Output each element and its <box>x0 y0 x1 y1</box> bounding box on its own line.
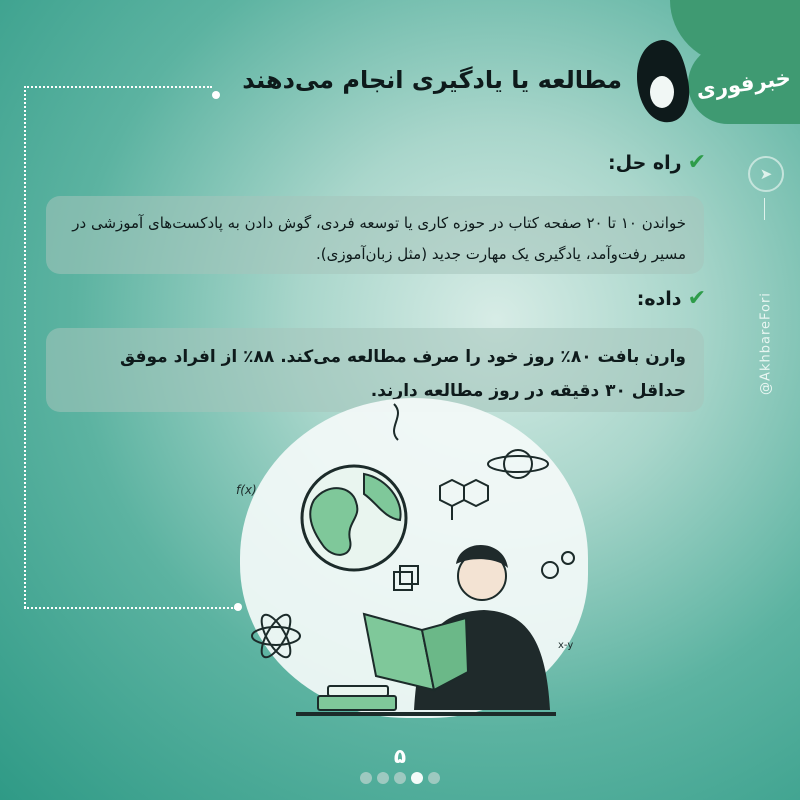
person-reading <box>296 545 556 716</box>
telegram-icon[interactable]: ➤ <box>748 156 784 192</box>
atom-icon <box>252 611 300 662</box>
page-title: مطالعه یا یادگیری انجام می‌دهند <box>242 66 622 94</box>
book-icon <box>364 614 434 690</box>
solution-text: خواندن ۱۰ تا ۲۰ صفحه کتاب در حوزه کاری یا توسعه فردی، گوش دادن به پادکست‌های آموزشی در مسیر رفت‌وآمد، یادگیری یک مهارت جدید (مثل زبان‌آموزی). <box>72 214 686 263</box>
solution-label: راه حل: <box>608 151 682 174</box>
cube-icon <box>394 566 418 590</box>
pagination-dot[interactable] <box>394 772 406 784</box>
pagination-dot[interactable] <box>411 772 423 784</box>
brand-badge <box>688 44 800 124</box>
dna-icon <box>394 404 398 440</box>
title-bullet <box>212 91 220 99</box>
planet-icon <box>488 450 548 478</box>
brand-name: خبرفوری <box>695 65 793 103</box>
brand-handle: @AkhbareFori <box>758 292 774 395</box>
pagination-dot[interactable] <box>428 772 440 784</box>
header-number: ۵ <box>662 75 664 77</box>
data-heading <box>637 286 706 311</box>
social-sidebar <box>748 156 784 395</box>
pagination-dots[interactable] <box>0 772 800 784</box>
formula-label: f(x) <box>236 483 257 497</box>
molecule-icon <box>440 480 488 520</box>
sidebar-divider <box>764 198 765 220</box>
number-badge <box>630 36 694 128</box>
gear-icon <box>542 552 574 578</box>
check-icon: ✔ <box>687 150 706 175</box>
data-label: داده: <box>636 287 682 310</box>
dotted-connector-side <box>24 86 26 608</box>
data-text: وارن بافت ۸۰٪ روز خود را صرف مطالعه می‌کند. ۸۸٪ از افراد موفق حداقل ۳۰ دقیقه در روز مطالعه دارند. <box>120 347 686 401</box>
page-number: ۵ <box>393 744 407 768</box>
check-icon: ✔ <box>687 286 706 311</box>
pagination-dot[interactable] <box>360 772 372 784</box>
pagination-dot[interactable] <box>377 772 389 784</box>
xy-label: x-y <box>558 640 574 651</box>
reading-illustration <box>236 390 596 730</box>
solution-heading <box>608 150 706 175</box>
dotted-connector-bottom <box>24 607 236 609</box>
solution-card <box>46 196 704 274</box>
dotted-connector-top <box>24 86 212 88</box>
